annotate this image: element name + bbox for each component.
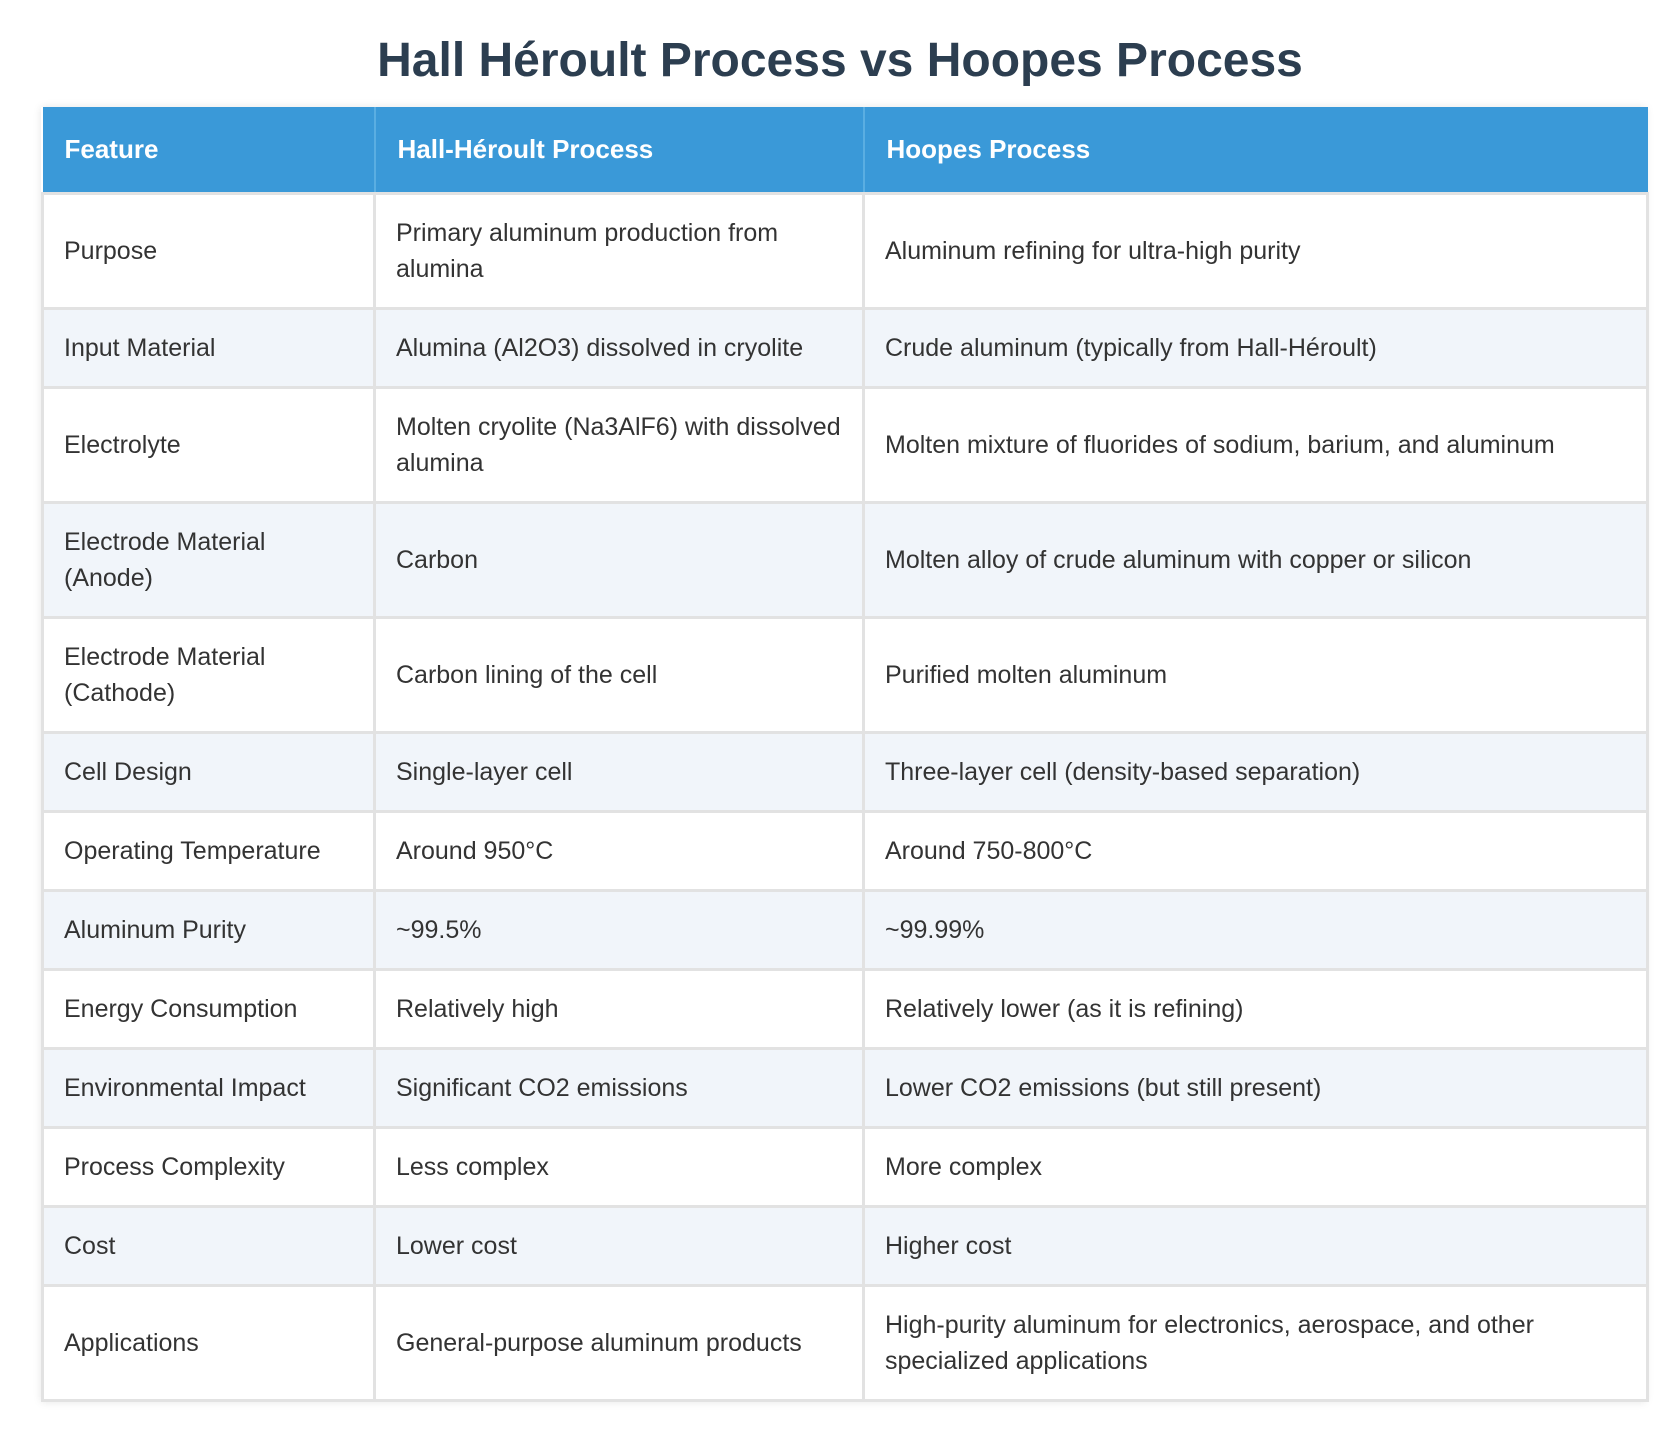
- cell-hall-heroult: ~99.5%: [375, 890, 864, 969]
- cell-hoopes: Lower CO2 emissions (but still present): [864, 1048, 1648, 1127]
- cell-hoopes: Molten alloy of crude aluminum with copper or silicon: [864, 502, 1648, 617]
- comparison-table: [41, 107, 1649, 1402]
- cell-feature: Operating Temperature: [43, 811, 375, 890]
- header-feature: Feature: [43, 107, 375, 193]
- cell-feature: Purpose: [43, 193, 375, 308]
- table-row: [43, 617, 1648, 732]
- cell-feature: Electrode Material (Cathode): [43, 617, 375, 732]
- table-row: [43, 308, 1648, 387]
- cell-feature: Cell Design: [43, 732, 375, 811]
- cell-hoopes: Higher cost: [864, 1206, 1648, 1285]
- table-row: [43, 1285, 1648, 1400]
- cell-hoopes: Crude aluminum (typically from Hall-Héroult): [864, 308, 1648, 387]
- cell-hoopes: High-purity aluminum for electronics, aerospace, and other specialized applications: [864, 1285, 1648, 1400]
- table-row: [43, 969, 1648, 1048]
- cell-feature: Electrode Material (Anode): [43, 502, 375, 617]
- cell-hall-heroult: General-purpose aluminum products: [375, 1285, 864, 1400]
- header-row: [43, 107, 1648, 193]
- table-row: [43, 1206, 1648, 1285]
- cell-hall-heroult: Lower cost: [375, 1206, 864, 1285]
- cell-feature: Energy Consumption: [43, 969, 375, 1048]
- cell-feature: Electrolyte: [43, 387, 375, 502]
- table-row: [43, 890, 1648, 969]
- page-title: Hall Héroult Process vs Hoopes Process: [377, 34, 1303, 87]
- table-row: [43, 502, 1648, 617]
- cell-feature: Process Complexity: [43, 1127, 375, 1206]
- comparison-table-container: [41, 107, 1646, 1402]
- table-header: [43, 107, 1648, 193]
- cell-hall-heroult: Relatively high: [375, 969, 864, 1048]
- cell-feature: Aluminum Purity: [43, 890, 375, 969]
- cell-hall-heroult: Around 950°C: [375, 811, 864, 890]
- cell-hall-heroult: Significant CO2 emissions: [375, 1048, 864, 1127]
- cell-hall-heroult: Molten cryolite (Na3AlF6) with dissolved alumina: [375, 387, 864, 502]
- cell-hoopes: Purified molten aluminum: [864, 617, 1648, 732]
- table-row: [43, 811, 1648, 890]
- cell-feature: Input Material: [43, 308, 375, 387]
- header-hoopes: Hoopes Process: [864, 107, 1648, 193]
- cell-hoopes: Aluminum refining for ultra-high purity: [864, 193, 1648, 308]
- cell-feature: Environmental Impact: [43, 1048, 375, 1127]
- cell-hall-heroult: Carbon lining of the cell: [375, 617, 864, 732]
- cell-hall-heroult: Carbon: [375, 502, 864, 617]
- cell-feature: Cost: [43, 1206, 375, 1285]
- cell-hall-heroult: Single-layer cell: [375, 732, 864, 811]
- table-row: [43, 193, 1648, 308]
- table-row: [43, 387, 1648, 502]
- header-hall-heroult: Hall-Héroult Process: [375, 107, 864, 193]
- cell-feature: Applications: [43, 1285, 375, 1400]
- cell-hall-heroult: Alumina (Al2O3) dissolved in cryolite: [375, 308, 864, 387]
- cell-hoopes: Three-layer cell (density-based separation): [864, 732, 1648, 811]
- cell-hoopes: More complex: [864, 1127, 1648, 1206]
- cell-hoopes: Around 750-800°C: [864, 811, 1648, 890]
- table-body: [43, 193, 1648, 1400]
- cell-hall-heroult: Less complex: [375, 1127, 864, 1206]
- cell-hall-heroult: Primary aluminum production from alumina: [375, 193, 864, 308]
- table-row: [43, 732, 1648, 811]
- cell-hoopes: Molten mixture of fluorides of sodium, barium, and aluminum: [864, 387, 1648, 502]
- cell-hoopes: Relatively lower (as it is refining): [864, 969, 1648, 1048]
- table-row: [43, 1127, 1648, 1206]
- table-row: [43, 1048, 1648, 1127]
- cell-hoopes: ~99.99%: [864, 890, 1648, 969]
